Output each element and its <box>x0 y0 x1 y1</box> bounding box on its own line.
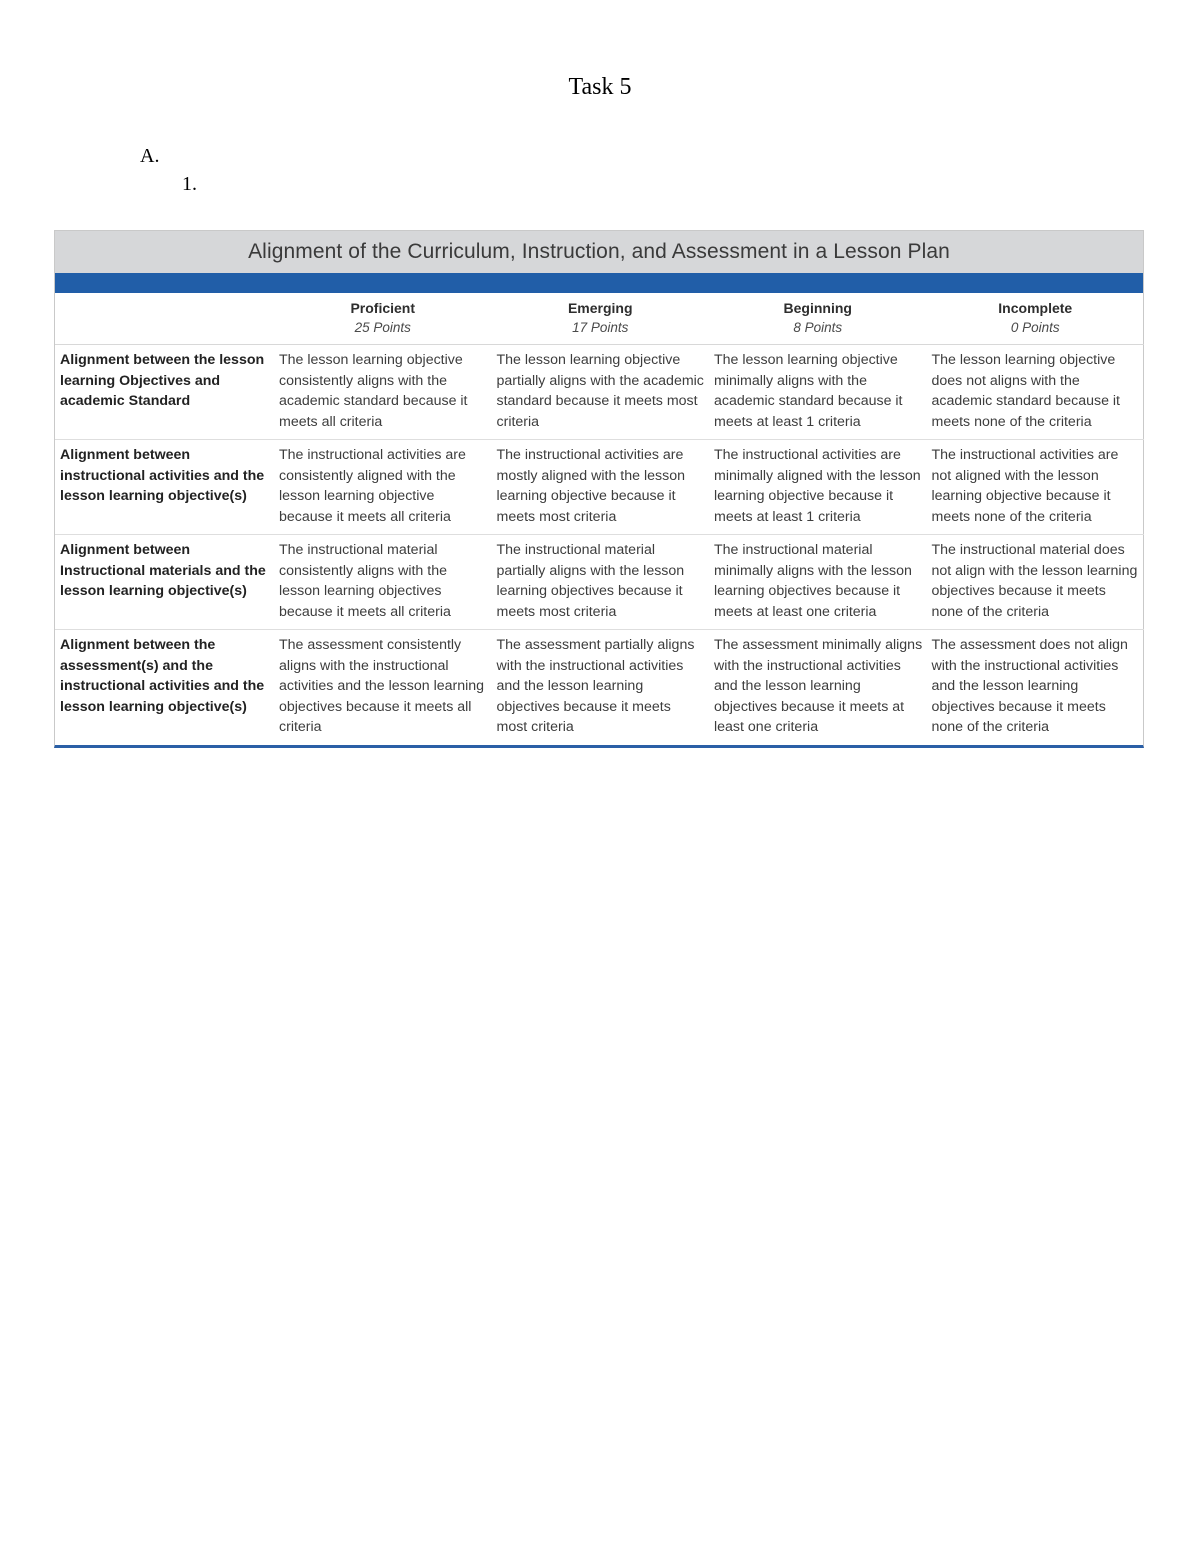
rubric-accent-bar <box>55 273 1143 293</box>
descriptor-cell: The lesson learning objective does not aligns with the academic standard because it meets none of the criteria <box>927 345 1145 440</box>
descriptor-cell: The instructional material partially aligns with the lesson learning objectives because it meets most criteria <box>492 535 710 630</box>
header-level-emerging <box>492 293 710 345</box>
descriptor-cell: The instructional activities are consistently aligned with the lesson learning objective because it meets all criteria <box>274 440 492 535</box>
level-points: 0 Points <box>1010 320 1060 335</box>
page-title: Task 5 <box>568 74 632 100</box>
rubric-row-materials-objectives <box>55 535 1144 630</box>
descriptor-cell: The assessment partially aligns with the instructional activities and the lesson learning objectives because it meets most criteria <box>496 637 695 735</box>
level-name: Emerging <box>567 300 633 316</box>
descriptor-cell: The assessment does not align with the instructional activities and the lesson learning objectives because it meets none of the criteria <box>931 637 1128 735</box>
descriptor-cell: The instructional material consistently aligns with the lesson learning objectives because it meets all criteria <box>274 535 492 630</box>
level-points: 17 Points <box>572 320 629 335</box>
header-level-incomplete <box>927 293 1145 345</box>
descriptor-cell: The assessment minimally aligns with the instructional activities and the lesson learning objectives because it meets at least one criteria <box>714 637 923 735</box>
outline-label-1: 1. <box>182 173 197 195</box>
descriptor-cell: The instructional activities are mostly aligned with the lesson learning objective because it meets most criteria <box>492 440 710 535</box>
criterion-cell: Alignment between instructional activities and the lesson learning objective(s) <box>55 440 274 535</box>
criterion-cell: Alignment between Instructional materials and the lesson learning objective(s) <box>55 535 274 630</box>
descriptor-cell: The lesson learning objective partially aligns with the academic standard because it meets most criteria <box>492 345 710 440</box>
criterion-cell: Alignment between the lesson learning Objectives and academic Standard <box>55 345 274 440</box>
descriptor-cell: The lesson learning objective minimally aligns with the academic standard because it meets at least 1 criteria <box>709 345 927 440</box>
level-points: 8 Points <box>793 320 843 335</box>
level-points: 25 Points <box>354 320 411 335</box>
rubric-row-activities-objectives <box>55 440 1144 535</box>
rubric-row-objectives-standard <box>55 345 1144 440</box>
header-level-beginning <box>709 293 927 345</box>
rubric-table <box>54 230 1144 748</box>
level-name: Proficient <box>350 300 416 316</box>
criterion-cell: Alignment between the assessment(s) and the instructional activities and the lesson learning objective(s) <box>60 637 265 715</box>
rubric-row-assessment-alignment <box>55 630 1144 745</box>
descriptor-cell: The lesson learning objective consistently aligns with the academic standard because it meets all criteria <box>274 345 492 440</box>
rubric-grid <box>55 293 1144 745</box>
descriptor-cell: The instructional activities are minimally aligned with the lesson learning objective because it meets at least 1 criteria <box>709 440 927 535</box>
descriptor-cell: The assessment consistently aligns with the instructional activities and the lesson learning objectives because it meets all criteria <box>279 637 485 735</box>
rubric-title: Alignment of the Curriculum, Instruction, and Assessment in a Lesson Plan <box>55 231 1143 273</box>
rubric-header-row <box>55 293 1144 345</box>
descriptor-cell: The instructional activities are not aligned with the lesson learning objective because it meets none of the criteria <box>927 440 1145 535</box>
header-empty-cell <box>55 293 274 345</box>
header-level-proficient <box>274 293 492 345</box>
descriptor-cell: The instructional material does not align with the lesson learning objectives because it meets none of the criteria <box>927 535 1145 630</box>
level-name: Incomplete <box>998 300 1073 316</box>
descriptor-cell: The instructional material minimally aligns with the lesson learning objectives because it meets at least one criteria <box>709 535 927 630</box>
level-name: Beginning <box>783 300 852 316</box>
outline-label-a: A. <box>140 145 160 167</box>
